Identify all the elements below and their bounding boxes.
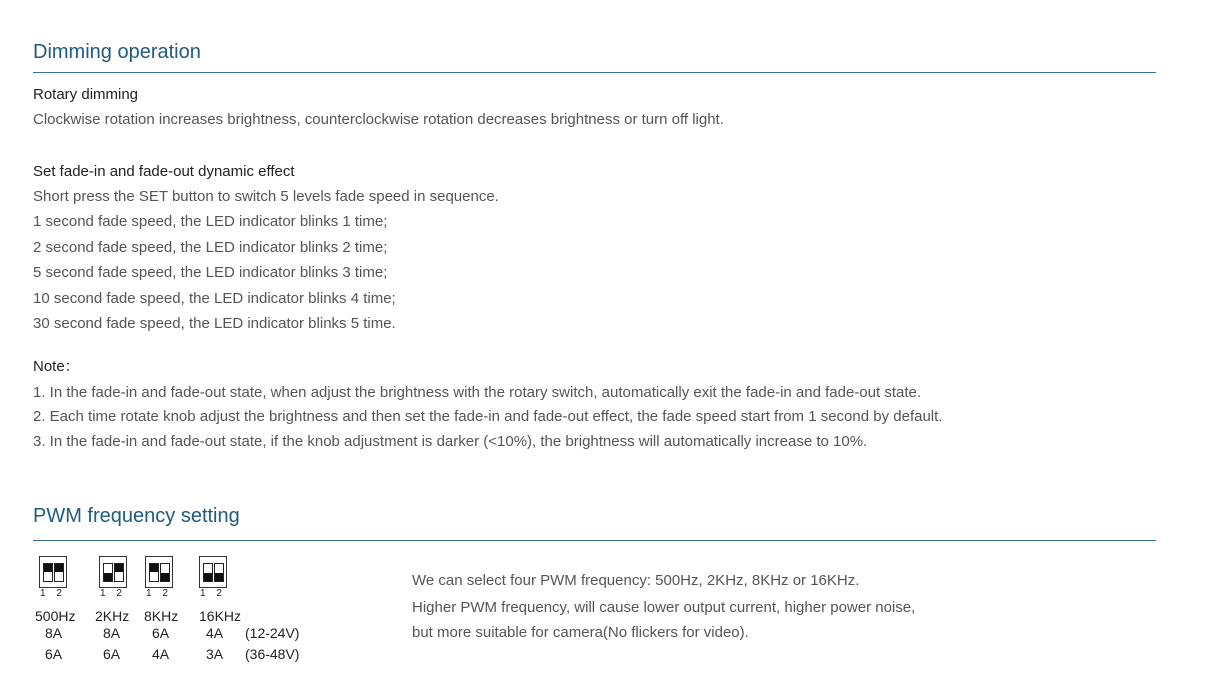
rotary-dimming-text: Clockwise rotation increases brightness, counterclockwise rotation decreases brightness or turn off light.: [33, 111, 724, 128]
fade-effect-heading: Set fade-in and fade-out dynamic effect: [33, 163, 295, 180]
pwm-description-line: but more suitable for camera(No flickers for video).: [412, 624, 749, 641]
current-2khz-12-24v: 8A: [103, 625, 121, 641]
pwm-description-line: We can select four PWM frequency: 500Hz, 2KHz, 8KHz or 16KHz.: [412, 572, 860, 589]
pwm-title-rule: [33, 540, 1156, 541]
dip-switch-16khz: [199, 556, 227, 602]
freq-label-500hz: 500Hz: [35, 608, 76, 624]
note-line: 2. Each time rotate knob adjust the brightness and then set the fade-in and fade-out effect, the fade speed start from 1 second by default.: [33, 408, 943, 425]
fade-line: 5 second fade speed, the LED indicator blinks 3 time;: [33, 264, 388, 281]
note-line: 3. In the fade-in and fade-out state, if the knob adjustment is darker (<10%), the brightness will automatically increase to 10%.: [33, 433, 868, 450]
dip-switch-numbers: 1 2: [40, 588, 66, 599]
current-8khz-36-48v: 4A: [152, 646, 170, 662]
current-500hz-36-48v: 6A: [45, 646, 63, 662]
note-heading: Note：: [33, 358, 80, 375]
current-16khz-12-24v: 4A: [206, 625, 224, 641]
freq-label-8khz: 8KHz: [144, 608, 179, 624]
fade-line: 2 second fade speed, the LED indicator blinks 2 time;: [33, 239, 388, 256]
dip-switch-numbers: 1 2: [200, 588, 226, 599]
dimming-title-rule: [33, 72, 1156, 73]
fade-line: 30 second fade speed, the LED indicator blinks 5 time.: [33, 315, 396, 332]
current-500hz-12-24v: 8A: [45, 625, 63, 641]
rotary-dimming-heading: Rotary dimming: [33, 86, 139, 103]
pwm-section-title: PWM frequency setting: [33, 505, 240, 527]
voltage-label-36-48v: (36-48V): [245, 646, 300, 662]
dimming-section-title: Dimming operation: [33, 41, 201, 63]
dip-switch-500hz: [39, 556, 67, 602]
fade-line: Short press the SET button to switch 5 levels fade speed in sequence.: [33, 188, 499, 205]
fade-line: 10 second fade speed, the LED indicator blinks 4 time;: [33, 290, 396, 307]
freq-label-2khz: 2KHz: [95, 608, 130, 624]
note-line: 1. In the fade-in and fade-out state, when adjust the brightness with the rotary switch, automatically exit the fade-in and fade-out state.: [33, 384, 922, 401]
current-16khz-36-48v: 3A: [206, 646, 224, 662]
dip-switch-numbers: 1 2: [100, 588, 126, 599]
dip-switch-8khz: [145, 556, 173, 602]
dip-switch-numbers: 1 2: [146, 588, 172, 599]
dip-switch-2khz: [99, 556, 127, 602]
voltage-label-12-24v: (12-24V): [245, 625, 300, 641]
fade-line: 1 second fade speed, the LED indicator blinks 1 time;: [33, 213, 388, 230]
current-8khz-12-24v: 6A: [152, 625, 170, 641]
pwm-description-line: Higher PWM frequency, will cause lower output current, higher power noise,: [412, 599, 916, 616]
current-2khz-36-48v: 6A: [103, 646, 121, 662]
freq-label-16khz: 16KHz: [199, 608, 242, 624]
